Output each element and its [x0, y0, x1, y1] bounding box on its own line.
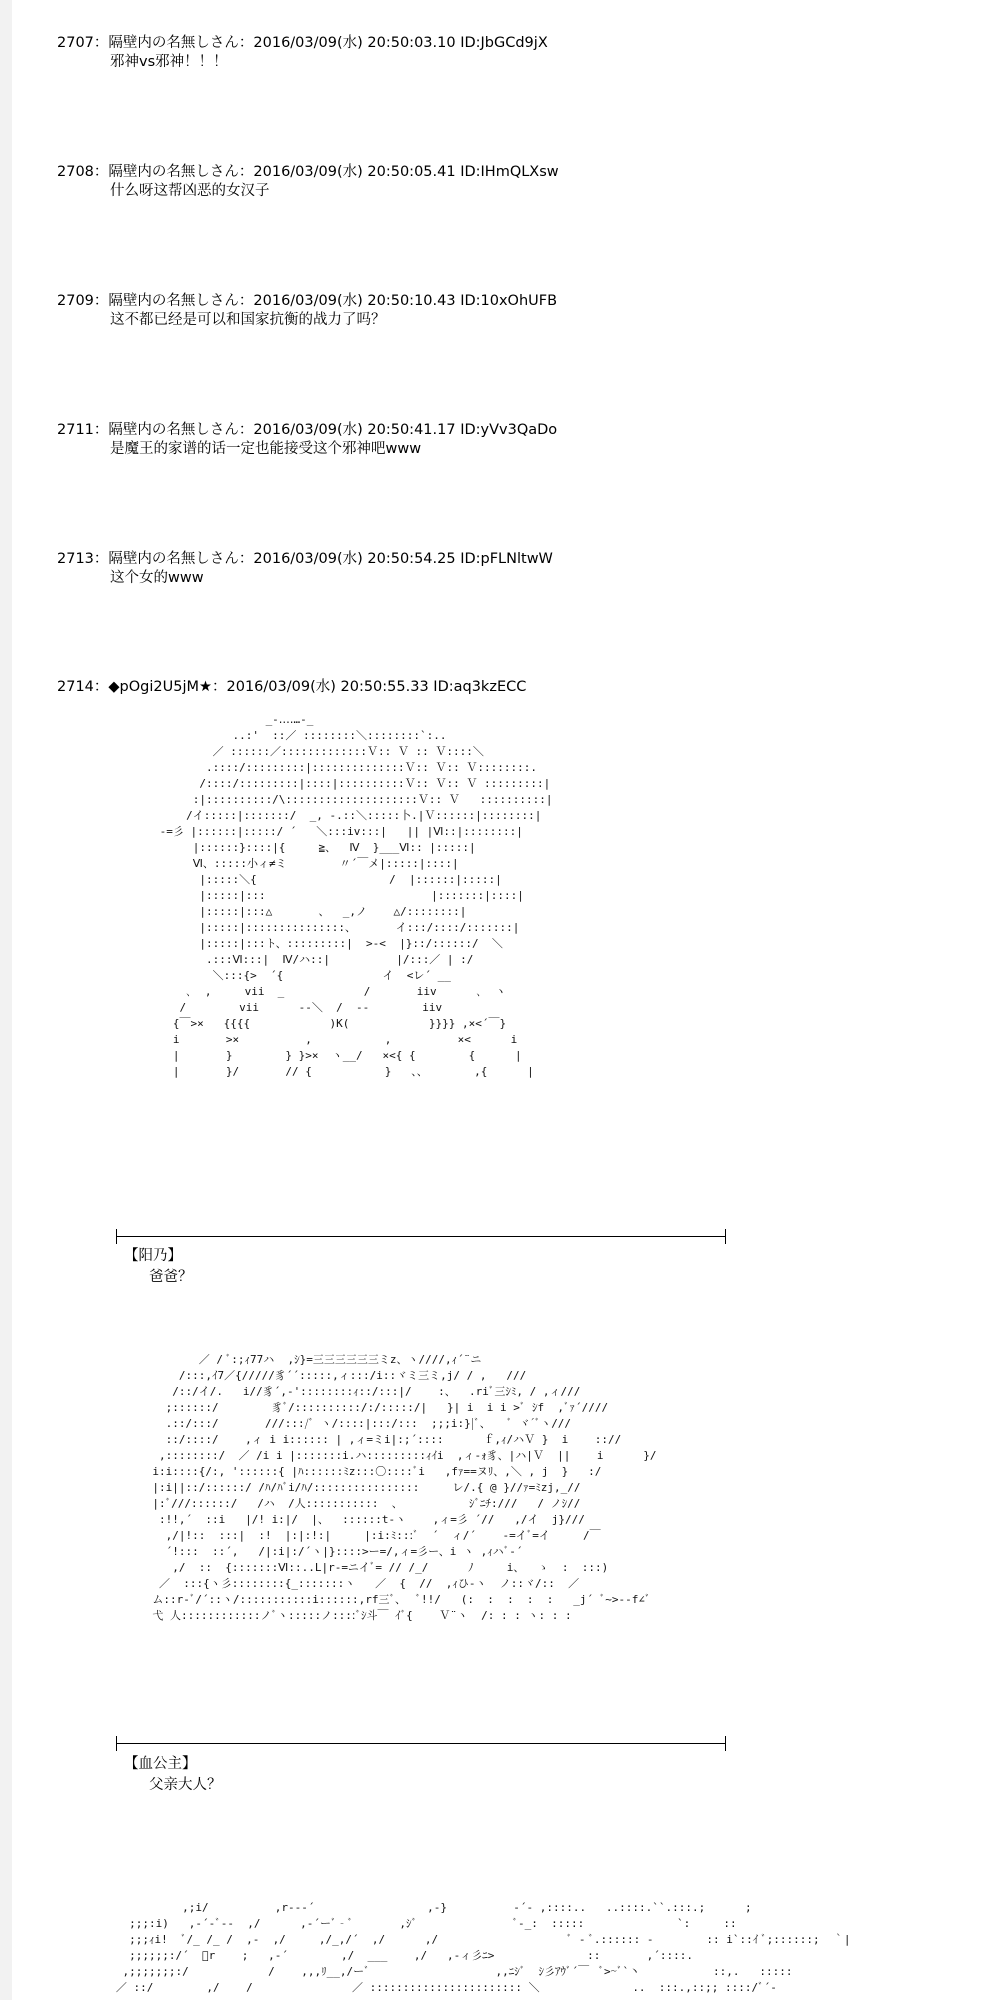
post-2707 [57, 34, 548, 72]
post-2708 [57, 163, 559, 201]
post-body: 是魔王的家谱的话一定也能接受这个邪神吧www [110, 441, 422, 457]
ascii-art-girl: _-‥‥…-_ ..:' ::／ ::::::::＼::::::::`:.. ／ ::::::／:::::::::::::Ｖ:: Ｖ :: Ｖ::::＼ .::::/:::::::::|::::::::::::::Ｖ:: Ｖ:: Ｖ::::::::. /::::/:::::::::|::::|::::::::::Ｖ:: Ｖ:: Ｖ :::::::::| :|::::::::::/\::::::::::::::::::::Ｖ:: Ｖ ::::::::::| /イ:::::|:::::::/ _, -.::＼:::::卜.|Ｖ::::::|::::::::| -=彡 |::::::|:::::/ ´ ＼:::iv:::| || |Ⅵ::|::::::::| |::::::}::::|{ ≧、 Ⅳ }___Ⅵ:: |:::::| Ⅵ、:::::小ィ≠ミ 〃´￣メ|:::::|::::| |:::::＼{ / |::::::|:::::| |:::::|::: |:::::::|::::| |:::::|:::△ 、 _,ノ △/::::::::| |:::::|:::::::::::::::、 イ:::/::::/:::::::| |:::::|:::ト、:::::::::| >-< |}::/::::::/ ＼ .:::Ⅵ:::| Ⅳ/ハ::| |/:::／ | :/ ＼:::{> ´{ イ <レ´ __ ､ , vii _ / iiv ､ ヽ / vii ‐-＼ / ‐- iiv {￣>× {{{{ )K( }}}} ,×<´￣} i >× , , ×< i | } } }>× ヽ__/ ×<{ { { | | }/ // { } 、、 ,{ | [159, 713, 553, 1078]
speaker-line: 父亲大人？ [149, 1777, 222, 1793]
post-header: 2709：隔壁内の名無しさん：2016/03/09(水) 20:50:10.43 ID:10xOhUFB [57, 293, 558, 309]
dialogue-yangnai [124, 1246, 193, 1288]
post-2711 [57, 421, 557, 459]
post-2713 [57, 550, 553, 588]
post-2714 [57, 678, 526, 697]
post-header: 2713：隔壁内の名無しさん：2016/03/09(水) 20:50:54.25 ID:pFLNltwW [57, 551, 553, 567]
post-body: 这不都已经是可以和国家抗衡的战力了吗？ [110, 312, 386, 328]
divider-bar [116, 1743, 726, 1744]
post-body: 什么呀这帮凶恶的女汉子 [110, 183, 270, 199]
speaker-name: 【阳乃】 [124, 1248, 182, 1264]
post-2709 [57, 292, 557, 330]
speaker-name: 【血公主】 [124, 1756, 197, 1772]
left-margin-strip [0, 0, 12, 2000]
divider-bar [116, 1236, 726, 1237]
post-header: 2711：隔壁内の名無しさん：2016/03/09(水) 20:50:41.17 ID:yVv3QaDo [57, 422, 558, 438]
ascii-art-vampire: ／ / ﾞ:;ｨ77ハ ,ｼ}=三三三三三三ミz、ヽ////,ｨ´¨ニ /:::,ｲ7／{/////豸´´:::::,ィ:::/i::ヾミ三ミ,j/ / , /// /::/イ/. i//豸´,-'::::::::ｨ::/:::|/ :、 .riﾞ三ｼﾐ, / ,ィ/// ;::::::/ 豸ﾞ/::::::::::/:/:::::/| }| i i i >ﾞ ｼf ,ﾞｧ´//// .::/:::/ ///:::/ﾞ ヽ/::::|:::/::: ;;;i:}|ﾞ、 ﾞ ヾ´ﾞヽ/// ::/::::/ ,ィ i i:::::: | ,ィ=ミi|:;´:::: ｆ,ｨ/ハＶ } i ::// ,::::::::/ ／ /i i |:::::::i.ハ:::::::::ｨｲi ,ィ‐ｫ豸、|ハ|Ｖ || i }/ i:i::::{/:, '::::::{ |ﾊ::::::ﾐz:::〇::::ﾞi ,fｧ==ヌﾘ、,＼ , j } :/ |:i||::/::::::/ /ﾊ/ﾊﾞi/ﾊ/:::::::::::::::: レ/.{ @ }//ｧ=ﾐzj,_// |:ﾞ///::::::/ /ハ /人::::::::::: 、 ｼﾞﾆﾁ:/// / ノｼ// :!!,´ ::i |/! i:|/ |、 ::::::t-ヽ ,ィ=彡 ´// ,/イ j}/// ,/|!:: :::| :! |:|:!:| |:i:ﾐ:::ﾞ ´ ィ/´ ‐=イﾞ=イ /￣ ´!::: ::´, /|:i|:/´ヽ|}::::>ー=/,ィ=彡ー、i ヽ ,ｨハﾞ‐´ ,/ :: {:::::::Ⅵ::..L|r‐=ニイﾞ= // /_/ ﾉ i、 ゝ : :::) ／ :::{ヽ彡::::::::{_:::::::ヽ ／ { // ,ｨひ‐ヽ ノ::ヾ/:: ／ ム::r‐ﾞ/´::ヽ/:::::::::::i::::::,rf三ﾞ、 ﾞ!!/ (: : : : : _j´ ﾞ~>-‐f∠ﾞ 弋 人::::::::::::ノﾞヽ:::::ノ::::ﾞｼ斗￣ ｲﾞ{ Ｖ¨ヽ /: : : ヽ: : : [152, 1353, 657, 1622]
post-header: 2708：隔壁内の名無しさん：2016/03/09(水) 20:50:05.41 ID:IHmQLXsw [57, 164, 559, 180]
ascii-art-bottom: ,;i/ ,r--‐´ ,-} ‐´‐ ,::::.. ..::::.``.:::.; ; ;;;:i) ,-´‐ﾞ-- ,/ ,-´ーﾞ‐ﾞ ,ｼﾞ ﾞ‐_: ::::: `: :: ;;;ｨi! ﾞ/_ /_ / ,- ,/ ,/_,/´ ,/ ,/ ﾞ ‐ ﾞ.:::::: ‐ :: i`::ｲ ﾞ;::::::; ｀| ;;;;;;:/´ ﾞr ; ,-´ ,/ ___ ,/ ,-ィ彡ﾆ> :: ,´::::. ,;;;;;;;:/ / ,,,ﾘ__,/ーﾞ ,,ﾆｼﾞ ｼ彡ｱｳﾞ´￣ ﾞ>~ﾞ`丶 ::,. ::::: ／ ::/ ,/ / ／ ::::::::::::::::::::::: ＼ .. :::.,::;; ::::/ﾞ´‐ [115, 1901, 851, 1994]
speaker-line: 爸爸？ [149, 1269, 193, 1285]
post-header: 2707：隔壁内の名無しさん：2016/03/09(水) 20:50:03.10 ID:JbGCd9jX [57, 35, 548, 51]
post-body: 这个女的www [110, 570, 204, 586]
post-header: 2714：◆pOgi2U5jM★：2016/03/09(水) 20:50:55.33 ID:aq3kzECC [57, 679, 527, 695]
post-body: 邪神vs邪神！！！ [110, 54, 228, 70]
dialogue-blood-princess [124, 1754, 222, 1796]
